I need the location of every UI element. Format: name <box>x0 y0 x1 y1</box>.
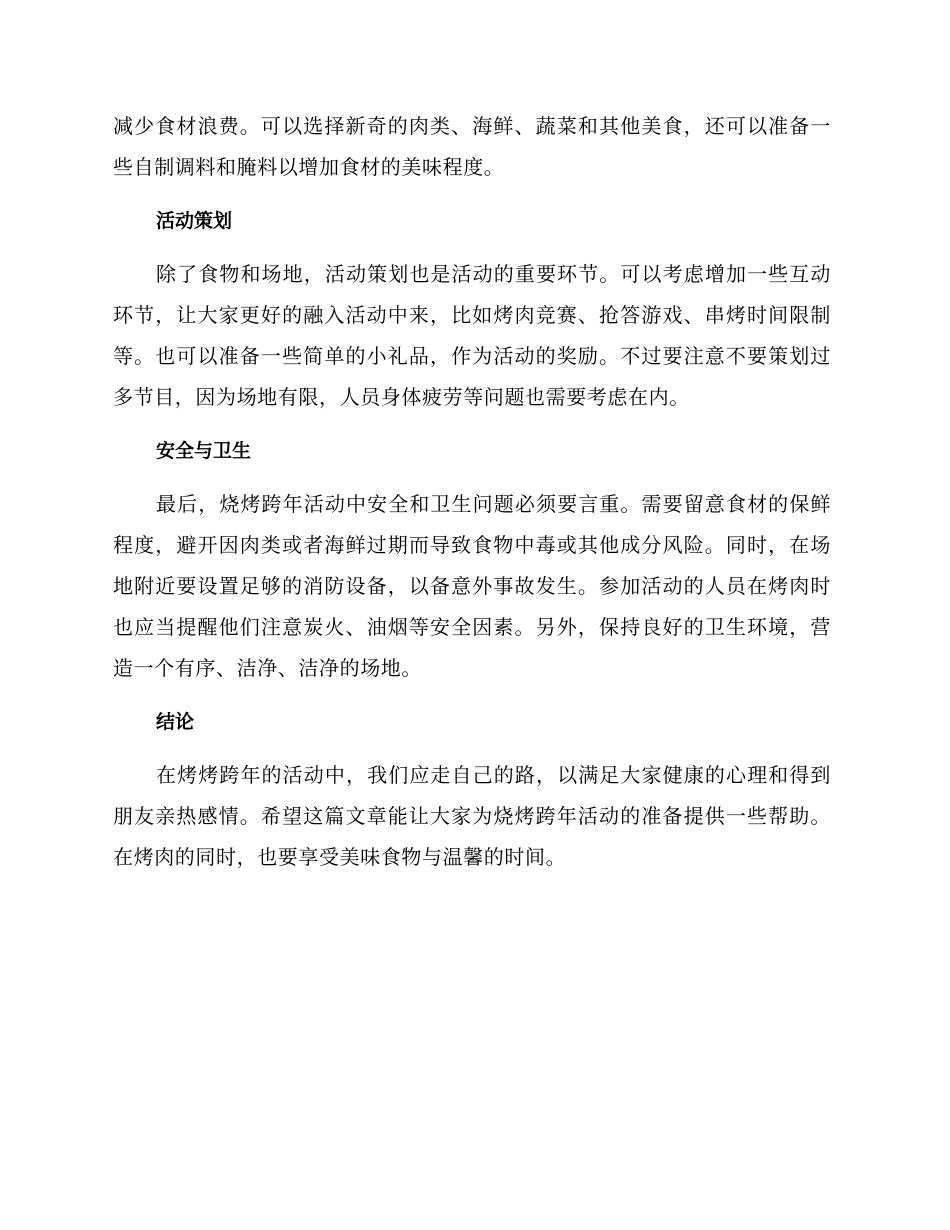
safety-hygiene-paragraph: 最后，烧烤跨年活动中安全和卫生问题必须要言重。需要留意食材的保鲜程度，避开因肉类或者海鲜过期而导致食物中毒或其他成分风险。同时，在场地附近要设置足够的消防设备，以备意外事故发生。参加活动的人员在烤肉时也应当提醒他们注意炭火、油烟等安全因素。另外，保持良好的卫生环境，营造一个有序、洁净、洁净的场地。 <box>113 492 831 680</box>
heading-safety-hygiene: 安全与卫生 <box>156 440 252 462</box>
conclusion-paragraph: 在烤烤跨年的活动中，我们应走自己的路，以满足大家健康的心理和得到朋友亲热感情。希望这篇文章能让大家为烧烤跨年活动的准备提供一些帮助。在烤肉的同时，也要享受美味食物与温馨的时间。 <box>113 763 831 869</box>
spacer <box>113 188 831 209</box>
intro-continuation-paragraph: 减少食材浪费。可以选择新奇的肉类、海鲜、蔬菜和其他美食，还可以准备一些自制调料和腌料以增加食材的美味程度。 <box>113 114 831 179</box>
heading-conclusion: 结论 <box>156 711 195 733</box>
activity-planning-paragraph: 除了食物和场地，活动策划也是活动的重要环节。可以考虑增加一些互动环节，让大家更好的融入活动中来，比如烤肉竞赛、抢答游戏、串烤时间限制等。也可以准备一些简单的小礼品，作为活动的奖励。不过要注意不要策划过多节目，因为场地有限，人员身体疲劳等问题也需要考虑在内。 <box>113 262 831 409</box>
spacer <box>113 418 831 439</box>
spacer <box>113 689 831 710</box>
document-page <box>113 106 831 878</box>
heading-activity-planning: 活动策划 <box>156 210 233 232</box>
spacer <box>113 233 831 254</box>
spacer <box>113 463 831 484</box>
spacer <box>113 734 831 755</box>
